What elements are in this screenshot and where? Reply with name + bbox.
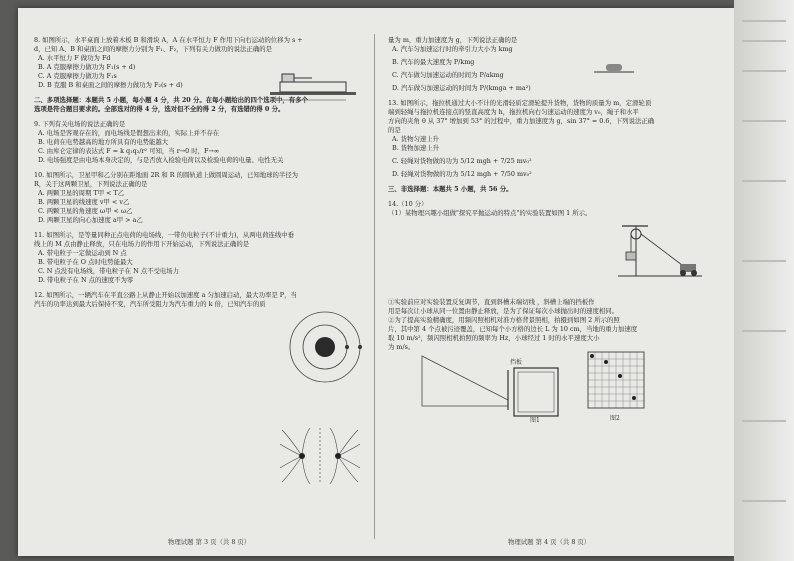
q13-option: C. 轻绳对货物做的功为 5/12 mgh + 7/25 mv₀²: [392, 157, 532, 165]
q9-option: A. 电场是客观存在的，而电场线是假想出来的，实际上并不存在: [38, 129, 220, 137]
right-column: [388, 36, 718, 352]
q14-subquestions: [388, 298, 718, 352]
q13-option: B. 货物加速上升: [392, 144, 440, 152]
q12-option: B. 汽车的最大速度为 P/kmg: [392, 58, 475, 66]
q10-line: R，关于这两颗卫星，下列说法正确的是: [34, 180, 148, 188]
q8-option: B. A 克服摩擦力做功为 F₁(s + d): [38, 63, 136, 71]
q8-option: D. B 克服 B 和桌面之间的摩擦力做功为 F₂(s + d): [38, 81, 183, 89]
q13-option: A. 货物匀速上升: [392, 135, 440, 143]
q10-option: D. 两颗卫星的向心加速度 a甲 > a乙: [38, 216, 143, 224]
q13-line: 端到轻绳与拖拉机连接点的竖直高度为 h，拖拉机向右匀速运动的速度为 v₀，绳子和水平: [388, 108, 639, 116]
q12-line: 12. 如图所示，一辆汽车在平直公路上从静止开始以加速度 a 匀加速启动，最大功率是 P，当: [34, 291, 297, 299]
q14-line: ①实验前应对实验装置反复调节，直到斜槽末端切线 ，斜槽上端的挡板作: [388, 298, 595, 306]
section-2-title: 二、多项选择题：本题共 5 小题，每小题 4 分，共 20 分。在每小题给出的四个选项中，有多个: [34, 96, 308, 104]
q10-option: C. 两颗卫星的角速度 ω甲 < ω乙: [38, 207, 133, 215]
q8-line: d，已知 A、B 和桌面之间的摩擦力分别为 F₁、F₂，下列有关力做功的说法正确的是: [34, 45, 272, 53]
figure-1-caption: 图1: [530, 417, 540, 424]
q13-line: 13. 如图所示，拖拉机通过大小不计的光滑轻质定滑轮提升货物，货物的质量为 m，定滑轮顶: [388, 99, 652, 107]
q9-option: B. 电荷在电势越高的地方所具有的电势能越大: [38, 138, 169, 146]
q8-option: A. 水平恒力 F 做功为 Fd: [38, 54, 111, 62]
q11-option: A. 带电粒子一定做运动到 N 点: [38, 249, 127, 257]
projectile-apparatus-figure1: [418, 350, 568, 424]
q8-option: C. A 克服摩擦力做功为 F₁s: [38, 72, 117, 80]
question-13: [388, 99, 718, 179]
q9-option: C. 由库仑定律的表达式 F = k q₁q₂/r² 可知，当 r→0 时，F→∞: [38, 147, 220, 155]
next-page-edge: [734, 0, 794, 561]
column-divider: [374, 34, 375, 539]
tractor-pulley-figure: [618, 222, 702, 280]
q9-option: D. 电场强度是由电场本身决定的，与是否放入检验电荷以及检验电荷的电量、电性无关: [38, 156, 284, 164]
electric-field-lines-figure: [280, 428, 360, 484]
satellite-orbit-figure: [286, 308, 364, 386]
question-9: [34, 120, 364, 165]
q8-line: 8. 如图所示，水平桌面上放着木板 B 和滑块 A，A 在水平恒力 F 作用下向右运动的位移为 s +: [34, 36, 303, 44]
q12-option: D. 汽车做匀加速运动的时间为 P/(kmga + ma²): [392, 84, 531, 92]
car-figure: [594, 60, 634, 74]
question-12-continued: [388, 36, 718, 93]
q14-line: 取 10 m/s²，频闪照相机拍照的频率为 Hz，小球经过 1 时的水平速度大小: [388, 334, 600, 342]
q12-line: 汽车的功率达到最大后保持不变，汽车所受阻力为汽车重力的 k 倍，已知汽车的质: [34, 300, 266, 308]
page-footer-right: 物理试题 第 4 页（共 8 页）: [508, 538, 591, 546]
question-11: [34, 231, 364, 285]
q13-line: 方向的夹角 θ 从 37° 增加到 53° 的过程中，重力加速度为 g，sin 37° = 0.6，下列说法正确: [388, 117, 655, 125]
q14-line: 用是每次让小球从同一位置由静止释放，是为了保证每次小球抛出时的速度相同。: [388, 307, 619, 315]
q12-option: A. 汽车匀加速运行时的牵引力大小为 kmg: [392, 45, 513, 53]
q14-title: 14.（10 分）: [388, 200, 428, 208]
figure-2-caption: 图2: [610, 415, 620, 422]
question-10: [34, 171, 364, 225]
q11-option: C. N 点没有电场线，带电粒子在 N 点不受电场力: [38, 267, 180, 275]
baffle-label: 挡板: [510, 359, 523, 366]
q10-option: A. 两颗卫星的周期 T甲 < T乙: [38, 189, 125, 197]
page-footer-left: 物理试题 第 3 页（共 8 页）: [168, 538, 251, 546]
strobe-grid-figure2: [584, 348, 650, 428]
q11-option: B. 带电粒子在 O 点时电势能最大: [38, 258, 133, 266]
q12-line: 量为 m，重力加速度为 g，下列说法正确的是: [388, 36, 518, 44]
q14-line: ②为了提高实验精确度，用频闪照相机对准方格背景照相，拍摄到如图 2 所示的照: [388, 316, 620, 324]
q14-line: 片，其中第 4 个点被污迹覆盖，已知每个小方格的边长 L 为 10 cm，当地的重力加速度: [388, 325, 638, 333]
q14-part1: （1）某物理兴趣小组做"探究平抛运动的特点"的实验装置如图 1 所示。: [388, 209, 592, 217]
section-2-desc: 选项是符合题目要求的。全部选对的得 4 分，选对但不全的得 2 分，有选错的得 0 分。: [34, 105, 285, 113]
q10-option: B. 两颗卫星的线速度 v甲 < v乙: [38, 198, 130, 206]
q9-line: 9. 下列有关电场的说法正确的是: [34, 120, 126, 128]
q11-option: D. 带电粒子在 N 点的速度不为零: [38, 276, 134, 284]
q11-line: 线上的 M 点由静止释放，只在电场力的作用下开始运动，下列说法正确的是: [34, 240, 250, 248]
exam-sheet: [18, 8, 734, 556]
q10-line: 10. 如图所示，卫星甲和乙分别在距地面 2R 和 R 的圆轨道上做圆周运动，已知地球的半径为: [34, 171, 299, 179]
question-12: [34, 291, 364, 309]
q13-line: 的是: [388, 126, 401, 134]
q12-option: C. 汽车做匀加速运动的时间为 P/akmg: [392, 71, 504, 79]
q11-line: 11. 如图所示，是等量同种正点电荷的电场线，一带负电粒子(不计重力)，从两电荷连线中垂: [34, 231, 295, 239]
q14-line: 为 m/s。: [388, 343, 415, 351]
block-board-figure: [268, 64, 358, 104]
section-3-title: 三、非选择题：本题共 5 小题，共 56 分。: [388, 185, 513, 193]
q13-option: D. 轻绳对货物做的功为 5/12 mgh + 7/50 mv₀²: [392, 170, 532, 178]
